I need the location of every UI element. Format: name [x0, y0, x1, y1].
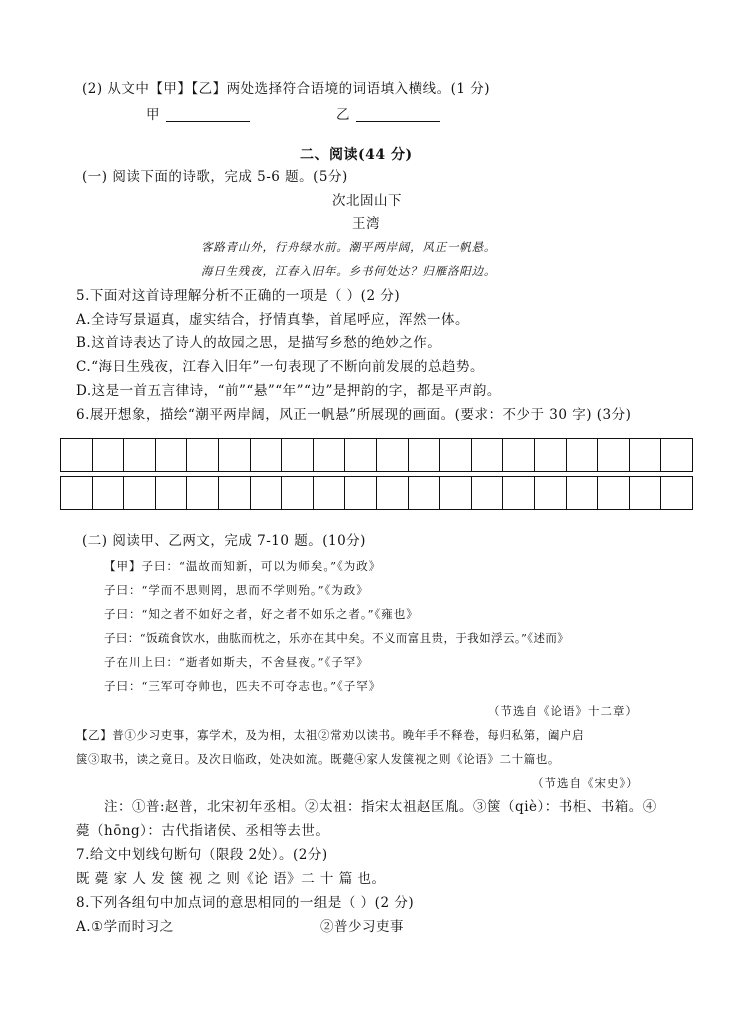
jia-line-2: 子曰：“学而不思则罔，思而不学则殆。”《为政》 [104, 583, 369, 597]
yi-line-1: 【乙】普①少习吏事，寡学术，及为相，太祖②常劝以读书。晚年手不释卷，每归私第，阖户启 [76, 728, 585, 742]
blank-yi-label: 乙 [336, 107, 350, 123]
note-line-2: 薨（hōng）：古代指诸侯、丞相等去世。 [76, 823, 330, 839]
jia-line-4: 子曰：“饭疏食饮水，曲肱而枕之，乐亦在其中矣。不义而富且贵，于我如浮云。”《述而》 [104, 631, 570, 645]
question-7: 7.给文中划线句断句（限段 2处）。(2分) [76, 847, 328, 863]
jia-line-6: 子曰：“三军可夺帅也，匹夫不可夺志也。”《子罕》 [104, 679, 382, 693]
question-8-option-a-1: A.①学而时习之 [76, 919, 174, 935]
answer-grid-row [61, 439, 693, 472]
answer-grid[interactable] [60, 438, 693, 510]
question-8: 8.下列各组句中加点词的意思相同的一组是（ ）(2 分) [76, 895, 415, 911]
question-5-option-c: C.“海日生残夜，江春入旧年”一句表现了不断向前发展的总趋势。 [76, 359, 484, 375]
question-7-sentence: 既 薨 家 人 发 箧 视 之 则《论 语》二 十 篇 也。 [76, 871, 386, 887]
question-5: 5.下面对这首诗理解分析不正确的一项是（ ）(2 分) [76, 288, 401, 304]
blank-yi[interactable] [336, 106, 440, 124]
blank-yi-line[interactable] [356, 107, 440, 122]
note-line-1: 注：①普:赵普，北宋初年丞相。②太祖：指宋太祖赵匡胤。③箧（qiè）：书柜、书箱。④ [104, 799, 657, 815]
yi-line-2: 箧③取书，读之竟日。及次日临政，处决如流。既薨④家人发箧视之则《论语》二十篇也。 [76, 752, 560, 766]
blank-jia-label: 甲 [146, 107, 160, 123]
part1-intro: (一) 阅读下面的诗歌，完成 5-6 题。(5分) [82, 169, 348, 185]
section-title: 二、阅读(44 分) [300, 147, 413, 163]
poem-line-1: 客路青山外，行舟绿水前。潮平两岸阔，风正一帆悬。 [201, 240, 497, 254]
yi-source: （节选自《宋史》） [532, 776, 639, 790]
jia-line-5: 子在川上曰：“逝者如斯夫，不舍昼夜。”《子罕》 [104, 655, 369, 669]
question-5-option-b: B.这首诗表达了诗人的故园之思，是描写乡愁的绝妙之作。 [76, 335, 442, 351]
question-5-option-d: D.这是一首五言律诗，“前”“悬”“年”“边”是押韵的字，都是平声韵。 [76, 383, 501, 399]
part2-intro: (二) 阅读甲、乙两文，完成 7-10 题。(10分) [82, 533, 366, 549]
jia-source: （节选自《论语》十二章） [488, 704, 638, 718]
question-2-prompt: (2) 从文中【甲】【乙】两处选择符合语境的词语填入横线。(1 分) [82, 81, 491, 97]
question-6: 6.展开想象，描绘“潮平两岸阔，风正一帆悬”所展现的画面。(要求：不少于 30 字) (3分) [76, 407, 632, 423]
answer-grid-row [61, 477, 693, 510]
poem-line-2: 海日生残夜，江春入旧年。乡书何处达？归雁洛阳边。 [201, 264, 497, 278]
blank-jia[interactable] [146, 106, 250, 124]
blank-jia-line[interactable] [166, 107, 250, 122]
jia-line-3: 子曰：“知之者不如好之者，好之者不如乐之者。”《雍也》 [104, 607, 419, 621]
poet-name: 王湾 [352, 216, 380, 232]
question-8-option-a-2: ②普少习吏事 [320, 919, 404, 935]
jia-line-1: 【甲】子曰：“温故而知新，可以为师矣。”《为政》 [104, 559, 382, 573]
question-5-option-a: A.全诗写景逼真，虚实结合，抒情真挚，首尾呼应，浑然一体。 [76, 312, 470, 328]
poem-title: 次北固山下 [332, 193, 402, 209]
